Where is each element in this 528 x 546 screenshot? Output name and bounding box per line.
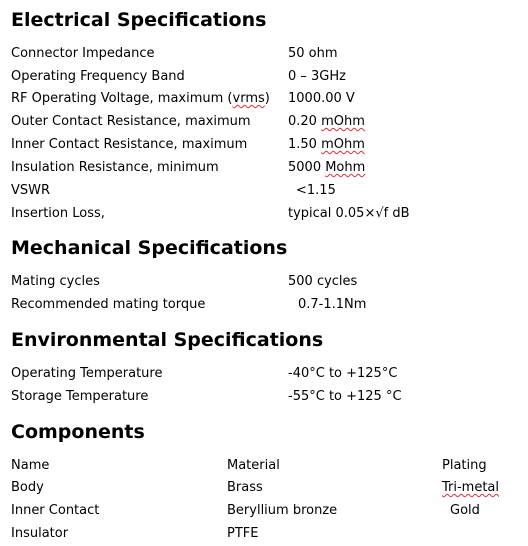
spec-value: 1000.00 V	[288, 91, 355, 106]
spec-label-part: )	[264, 91, 270, 106]
spec-value: -40°C to +125°C	[288, 366, 398, 381]
spec-value-number: 1.50	[288, 137, 322, 152]
spellcheck-flagged-word: vrms	[232, 91, 265, 106]
spec-row-mating-torque	[11, 295, 528, 315]
mechanical-section-title: Mechanical Specifications	[11, 237, 288, 259]
components-section-title: Components	[11, 421, 145, 443]
spec-label: Mating cycles	[11, 274, 100, 289]
spellcheck-flagged-word: mOhm	[321, 114, 365, 129]
component-row-inner-contact	[11, 501, 528, 521]
component-plating: Tri-metal	[442, 480, 500, 495]
spec-row-vswr	[11, 181, 528, 201]
spec-value: <1.15	[296, 183, 336, 198]
component-material: PTFE	[227, 526, 259, 541]
spec-value: -55°C to +125 °C	[288, 389, 402, 404]
spec-value-number: 5000	[288, 160, 326, 175]
spec-row-mating-cycles	[11, 272, 528, 292]
environmental-section-title: Environmental Specifications	[11, 329, 324, 351]
spec-label: Insertion Loss,	[11, 206, 105, 221]
electrical-section-title: Electrical Specifications	[11, 9, 267, 31]
component-name: Body	[11, 480, 44, 495]
component-plating: Gold	[450, 503, 480, 518]
spellcheck-flagged-word: mOhm	[321, 137, 365, 152]
spec-value: 0.7-1.1Nm	[298, 297, 367, 312]
component-row-body	[11, 478, 528, 498]
spec-row-inner-contact-resistance	[11, 135, 528, 155]
spec-value: 500 cycles	[288, 274, 358, 289]
spec-label: Insulation Resistance, minimum	[11, 160, 219, 175]
spec-row-storage-temperature	[11, 387, 528, 407]
spec-value	[288, 158, 365, 178]
spellcheck-flagged-word: Mohm	[325, 160, 366, 175]
spec-row-insulation-resistance	[11, 158, 528, 178]
spec-row-operating-temperature	[11, 364, 528, 384]
component-material: Beryllium bronze	[227, 503, 338, 518]
spec-label: Connector Impedance	[11, 46, 155, 61]
spec-label	[11, 89, 270, 109]
spec-value	[288, 112, 365, 132]
spec-label: Storage Temperature	[11, 389, 149, 404]
spec-row-rf-voltage	[11, 89, 528, 109]
component-name: Insulator	[11, 526, 69, 541]
component-row-insulator	[11, 524, 528, 544]
spec-label: Recommended mating torque	[11, 297, 206, 312]
components-header-row	[11, 456, 528, 476]
spec-value-number: 0.20	[288, 114, 322, 129]
spec-row-outer-contact-resistance	[11, 112, 528, 132]
component-name: Inner Contact	[11, 503, 100, 518]
spec-label: Outer Contact Resistance, maximum	[11, 114, 251, 129]
column-header-material: Material	[227, 458, 280, 473]
spec-row-insertion-loss	[11, 204, 528, 224]
component-material: Brass	[227, 480, 263, 495]
spec-label: Inner Contact Resistance, maximum	[11, 137, 248, 152]
spec-value: typical 0.05×√f dB	[288, 206, 410, 221]
spec-row-connector-impedance	[11, 44, 528, 64]
spec-value: 0 – 3GHz	[288, 69, 346, 84]
column-header-plating: Plating	[442, 458, 487, 473]
spec-label: Operating Temperature	[11, 366, 163, 381]
column-header-name: Name	[11, 458, 50, 473]
spec-value: 50 ohm	[288, 46, 338, 61]
spec-value	[288, 135, 365, 155]
spec-label: Operating Frequency Band	[11, 69, 185, 84]
spec-label-part: RF Operating Voltage, maximum (	[11, 91, 233, 106]
spec-row-frequency-band	[11, 67, 528, 87]
spec-label: VSWR	[11, 183, 51, 198]
